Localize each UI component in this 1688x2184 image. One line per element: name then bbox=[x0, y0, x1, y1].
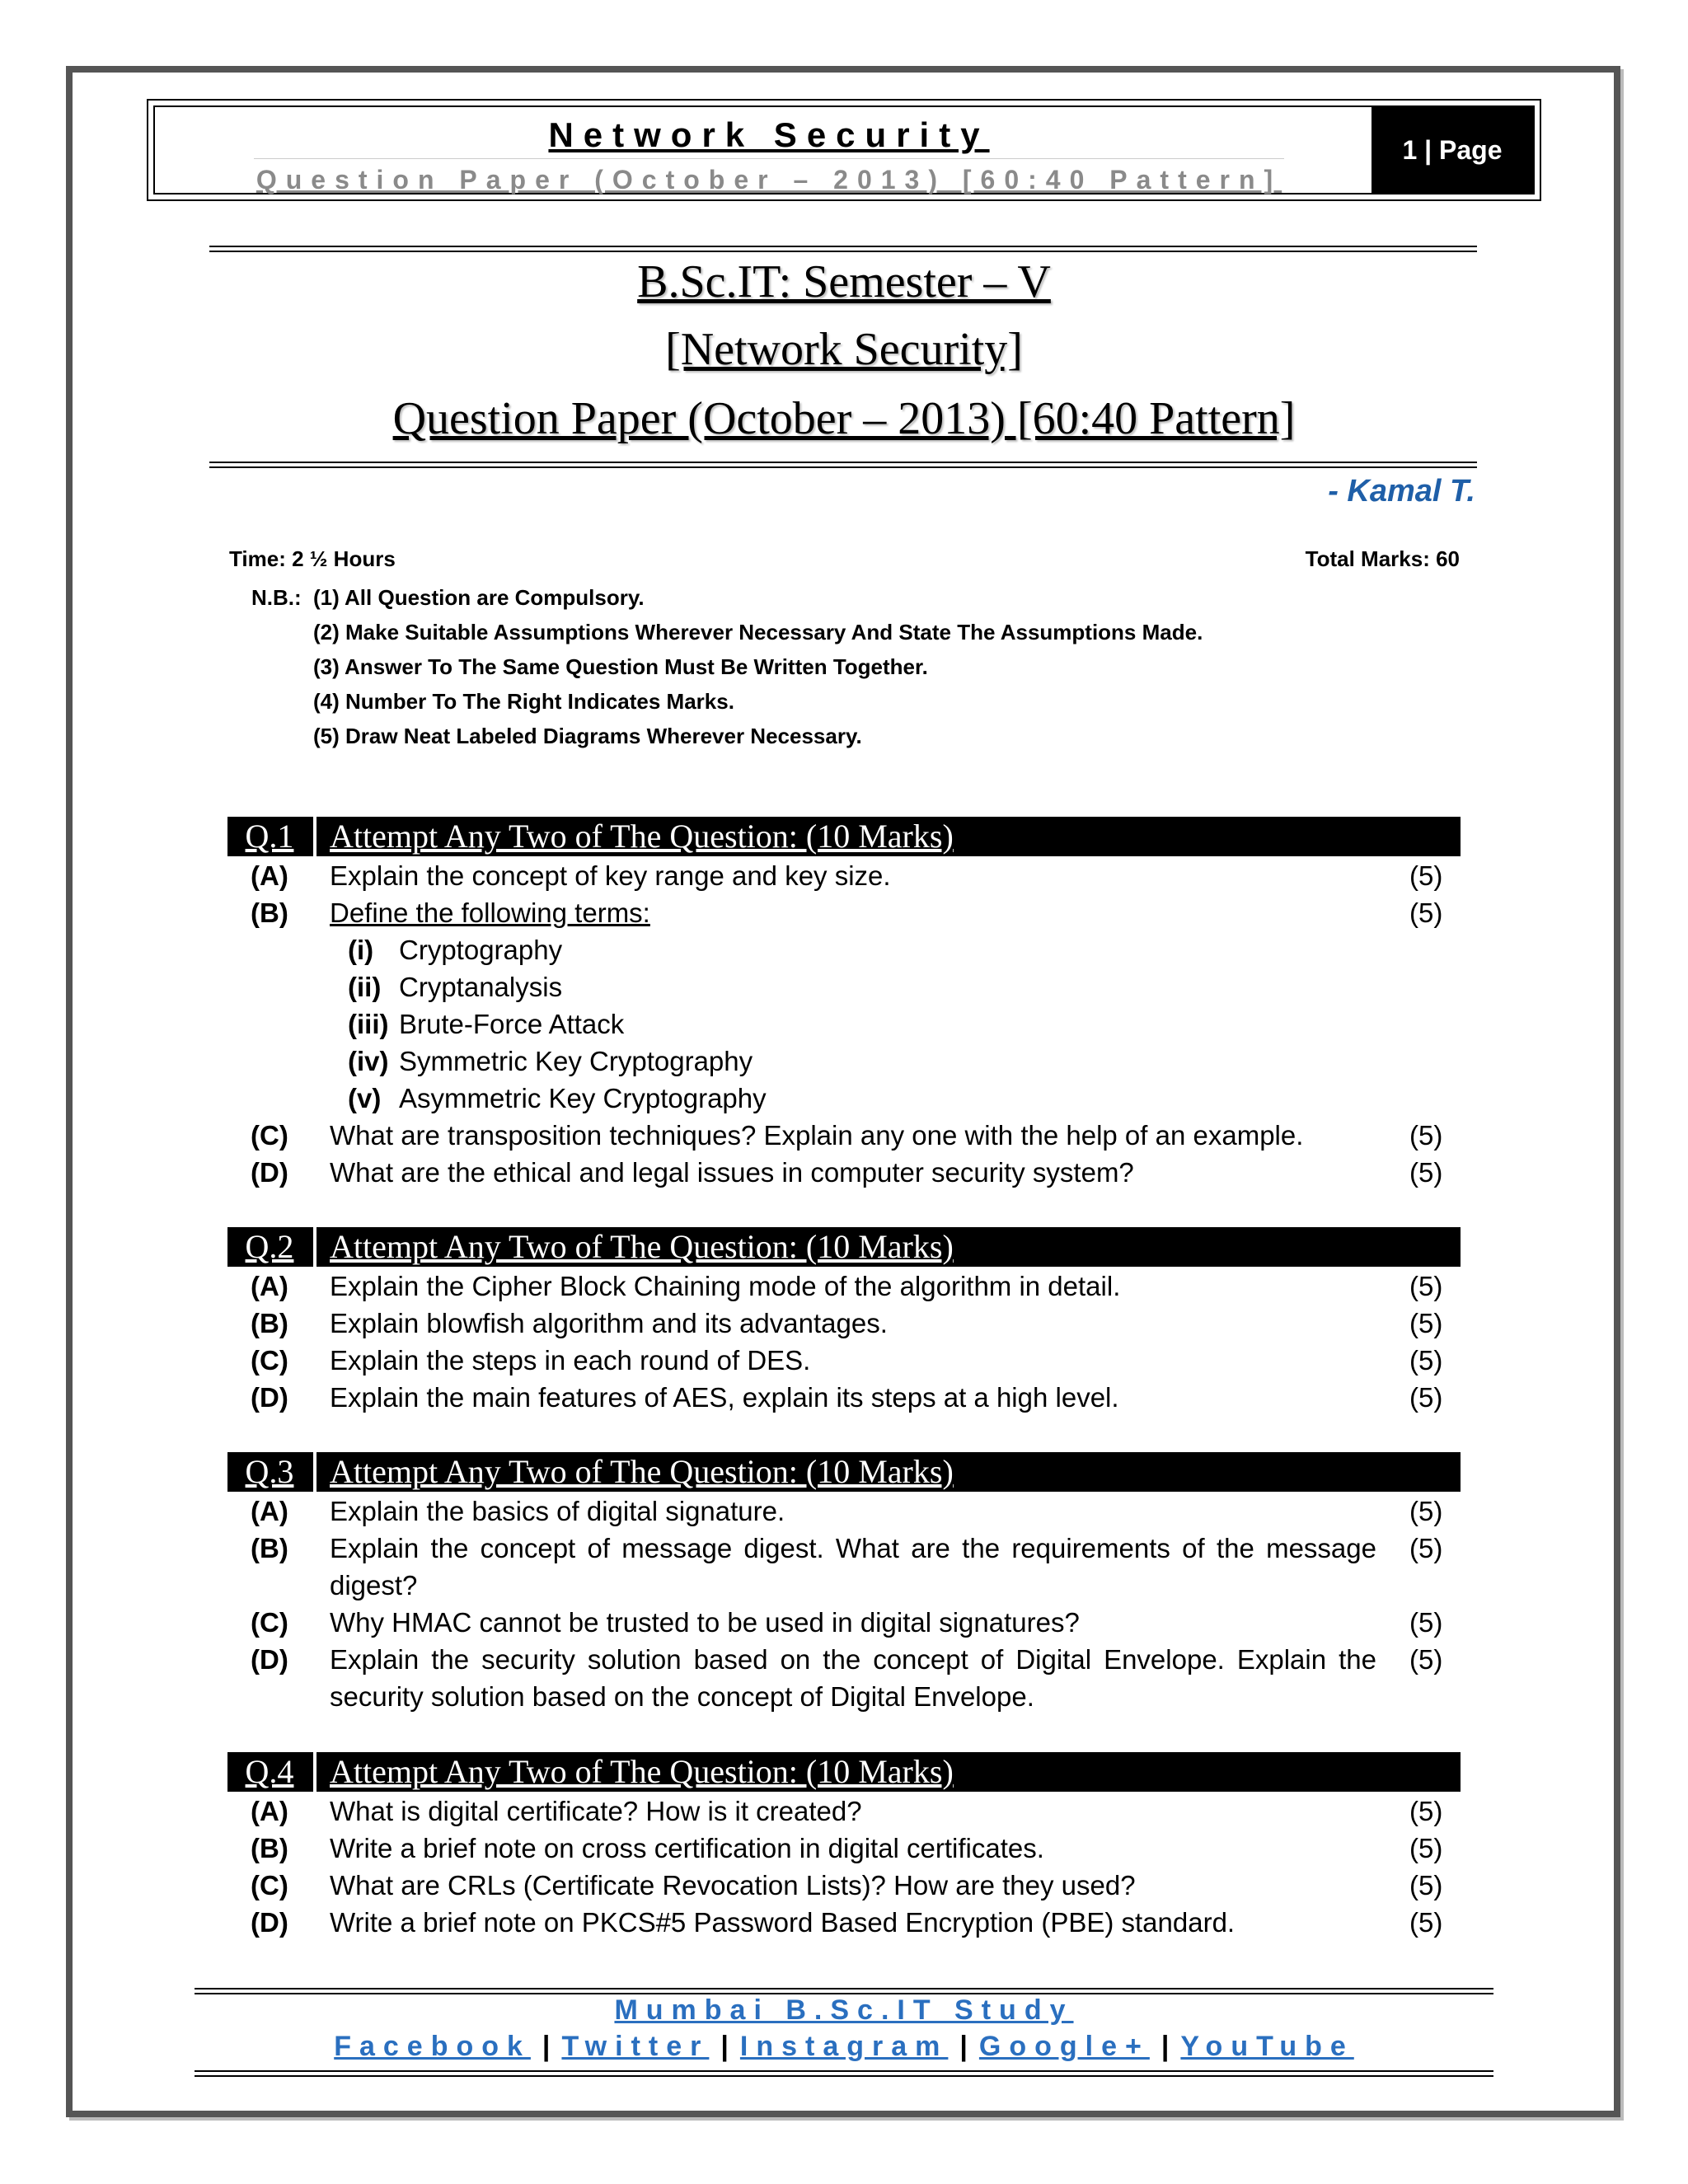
item-marks: (5) bbox=[1409, 1796, 1443, 1826]
header-divider bbox=[254, 158, 1284, 159]
item-label: (C) bbox=[251, 1345, 288, 1376]
item-text: Explain the basics of digital signature. bbox=[330, 1496, 785, 1526]
question-header-q1 bbox=[227, 817, 1461, 856]
title-line-2: [Network Security] bbox=[665, 324, 1023, 375]
nb-item: (1) All Question are Compulsory. bbox=[313, 585, 645, 610]
title-line-1: B.Sc.IT: Semester – V bbox=[637, 256, 1051, 307]
item-label: (D) bbox=[251, 1157, 288, 1188]
item-label: (C) bbox=[251, 1607, 288, 1638]
header-left bbox=[155, 107, 1383, 193]
item-label: (A) bbox=[251, 1496, 288, 1526]
footer-separator: | bbox=[1160, 2031, 1170, 2062]
item-marks: (5) bbox=[1409, 1271, 1443, 1301]
footer-rule-top bbox=[195, 1988, 1493, 1994]
item-marks: (5) bbox=[1409, 1496, 1443, 1526]
item-label: (A) bbox=[251, 1271, 288, 1301]
page-header bbox=[147, 99, 1541, 201]
header-subtitle: Question Paper (October – 2013) [60:40 Pattern] bbox=[256, 165, 1282, 194]
item-text: What are CRLs (Certificate Revocation Lists)? How are they used? bbox=[330, 1870, 1136, 1900]
item-label: (C) bbox=[251, 1120, 288, 1151]
question-header-q4 bbox=[227, 1752, 1461, 1792]
google-plus-link[interactable]: Google+ bbox=[978, 2031, 1150, 2062]
item-marks: (5) bbox=[1409, 860, 1443, 891]
page-number-badge: 1 | Page bbox=[1372, 107, 1533, 193]
nb-item: (4) Number To The Right Indicates Marks. bbox=[313, 689, 734, 714]
question-number: Q.3 bbox=[245, 1453, 294, 1490]
footer-separator: | bbox=[542, 2031, 551, 2062]
item-marks: (5) bbox=[1409, 1533, 1443, 1563]
twitter-link[interactable]: Twitter bbox=[561, 2031, 710, 2062]
item-label: (B) bbox=[251, 1833, 288, 1863]
sub-item-text: Asymmetric Key Cryptography bbox=[399, 1083, 767, 1113]
item-label: (D) bbox=[251, 1382, 288, 1413]
footer-separator: | bbox=[720, 2031, 729, 2062]
item-marks: (5) bbox=[1409, 1833, 1443, 1863]
item-text: Why HMAC cannot be trusted to be used in digital signatures? bbox=[330, 1607, 1080, 1638]
question-number: Q.2 bbox=[245, 1228, 294, 1265]
question-number: Q.4 bbox=[245, 1753, 294, 1790]
item-text: Explain the Cipher Block Chaining mode of the algorithm in detail. bbox=[330, 1271, 1121, 1301]
item-label: (D) bbox=[251, 1644, 288, 1675]
question-header-divider bbox=[313, 1752, 316, 1792]
item-text: Explain the concept of message digest. What are the requirements of the message digest? bbox=[330, 1533, 1376, 1601]
item-marks: (5) bbox=[1409, 1120, 1443, 1151]
question-header-divider bbox=[313, 1227, 316, 1267]
sub-item-label: (v) bbox=[348, 1083, 382, 1113]
facebook-link[interactable]: Facebook bbox=[334, 2031, 531, 2062]
item-text: Explain the steps in each round of DES. bbox=[330, 1345, 811, 1376]
item-marks: (5) bbox=[1409, 1870, 1443, 1900]
instagram-link[interactable]: Instagram bbox=[739, 2031, 949, 2062]
item-label: (C) bbox=[251, 1870, 288, 1900]
nb-item: (5) Draw Neat Labeled Diagrams Wherever Necessary. bbox=[313, 724, 862, 748]
item-marks: (5) bbox=[1409, 1644, 1443, 1675]
item-marks: (5) bbox=[1409, 898, 1443, 928]
sub-item-label: (i) bbox=[348, 935, 374, 965]
item-text: Explain blowfish algorithm and its advantages. bbox=[330, 1308, 888, 1338]
footer-title: Mumbai B.Sc.IT Study bbox=[614, 1994, 1074, 2026]
item-text: Write a brief note on cross certification in digital certificates. bbox=[330, 1833, 1044, 1863]
item-marks: (5) bbox=[1409, 1308, 1443, 1338]
nb-label: N.B.: bbox=[251, 585, 302, 610]
item-marks: (5) bbox=[1409, 1157, 1443, 1188]
question-header-divider bbox=[313, 1452, 316, 1492]
question-heading: Attempt Any Two of The Question: (10 Marks) bbox=[330, 1228, 954, 1265]
footer-links bbox=[0, 2031, 1688, 2063]
author-signature: - Kamal T. bbox=[1328, 474, 1475, 509]
header-title: Network Security bbox=[548, 115, 990, 154]
sub-item-text: Cryptanalysis bbox=[399, 972, 563, 1002]
question-header-q3 bbox=[227, 1452, 1461, 1492]
item-text: What are transposition techniques? Explain any one with the help of an example. bbox=[330, 1120, 1304, 1151]
item-text: Write a brief note on PKCS#5 Password Based Encryption (PBE) standard. bbox=[330, 1907, 1236, 1938]
sub-item-text: Brute-Force Attack bbox=[399, 1009, 625, 1039]
title-line-3: Question Paper (October – 2013) [60:40 Pattern] bbox=[392, 393, 1296, 444]
item-label: (B) bbox=[251, 1308, 288, 1338]
question-heading: Attempt Any Two of The Question: (10 Marks) bbox=[330, 1453, 954, 1490]
title-rule-top bbox=[209, 246, 1477, 252]
footer-rule-bottom bbox=[195, 2070, 1493, 2077]
sub-item-text: Symmetric Key Cryptography bbox=[399, 1046, 753, 1076]
youtube-link[interactable]: YouTube bbox=[1180, 2031, 1354, 2062]
nb-item: (3) Answer To The Same Question Must Be Written Together. bbox=[313, 654, 928, 679]
item-text: Explain the concept of key range and key size. bbox=[330, 860, 891, 891]
sub-item-label: (iv) bbox=[348, 1046, 389, 1076]
title-rule-bottom bbox=[209, 462, 1477, 468]
question-number: Q.1 bbox=[245, 818, 294, 855]
question-header-q2 bbox=[227, 1227, 1461, 1267]
item-text: What is digital certificate? How is it created? bbox=[330, 1796, 862, 1826]
item-text: Explain the main features of AES, explain its steps at a high level. bbox=[330, 1382, 1119, 1413]
footer-separator: | bbox=[959, 2031, 968, 2062]
item-label: (A) bbox=[251, 1796, 288, 1826]
item-label: (B) bbox=[251, 1533, 288, 1563]
question-header-divider bbox=[313, 817, 316, 856]
sub-item-label: (ii) bbox=[348, 972, 382, 1002]
page-header-inner bbox=[153, 105, 1535, 194]
item-label: (B) bbox=[251, 898, 288, 928]
item-marks: (5) bbox=[1409, 1382, 1443, 1413]
exam-time: Time: 2 ½ Hours bbox=[229, 546, 396, 571]
item-marks: (5) bbox=[1409, 1907, 1443, 1938]
item-text: Explain the security solution based on the concept of Digital Envelope. Explain the security solution based on the concept of Digital Envelope. bbox=[330, 1644, 1376, 1712]
question-heading: Attempt Any Two of The Question: (10 Marks) bbox=[330, 1753, 954, 1790]
item-label: (D) bbox=[251, 1907, 288, 1938]
sub-item-text: Cryptography bbox=[399, 935, 563, 965]
total-marks: Total Marks: 60 bbox=[1305, 546, 1460, 571]
item-label: (A) bbox=[251, 860, 288, 891]
nb-item: (2) Make Suitable Assumptions Wherever Necessary And State The Assumptions Made. bbox=[313, 620, 1203, 644]
item-text: What are the ethical and legal issues in computer security system? bbox=[330, 1157, 1134, 1188]
question-heading: Attempt Any Two of The Question: (10 Marks) bbox=[330, 818, 954, 855]
item-marks: (5) bbox=[1409, 1607, 1443, 1638]
sub-item-label: (iii) bbox=[348, 1009, 389, 1039]
item-marks: (5) bbox=[1409, 1345, 1443, 1376]
item-text: Define the following terms: bbox=[330, 898, 650, 928]
